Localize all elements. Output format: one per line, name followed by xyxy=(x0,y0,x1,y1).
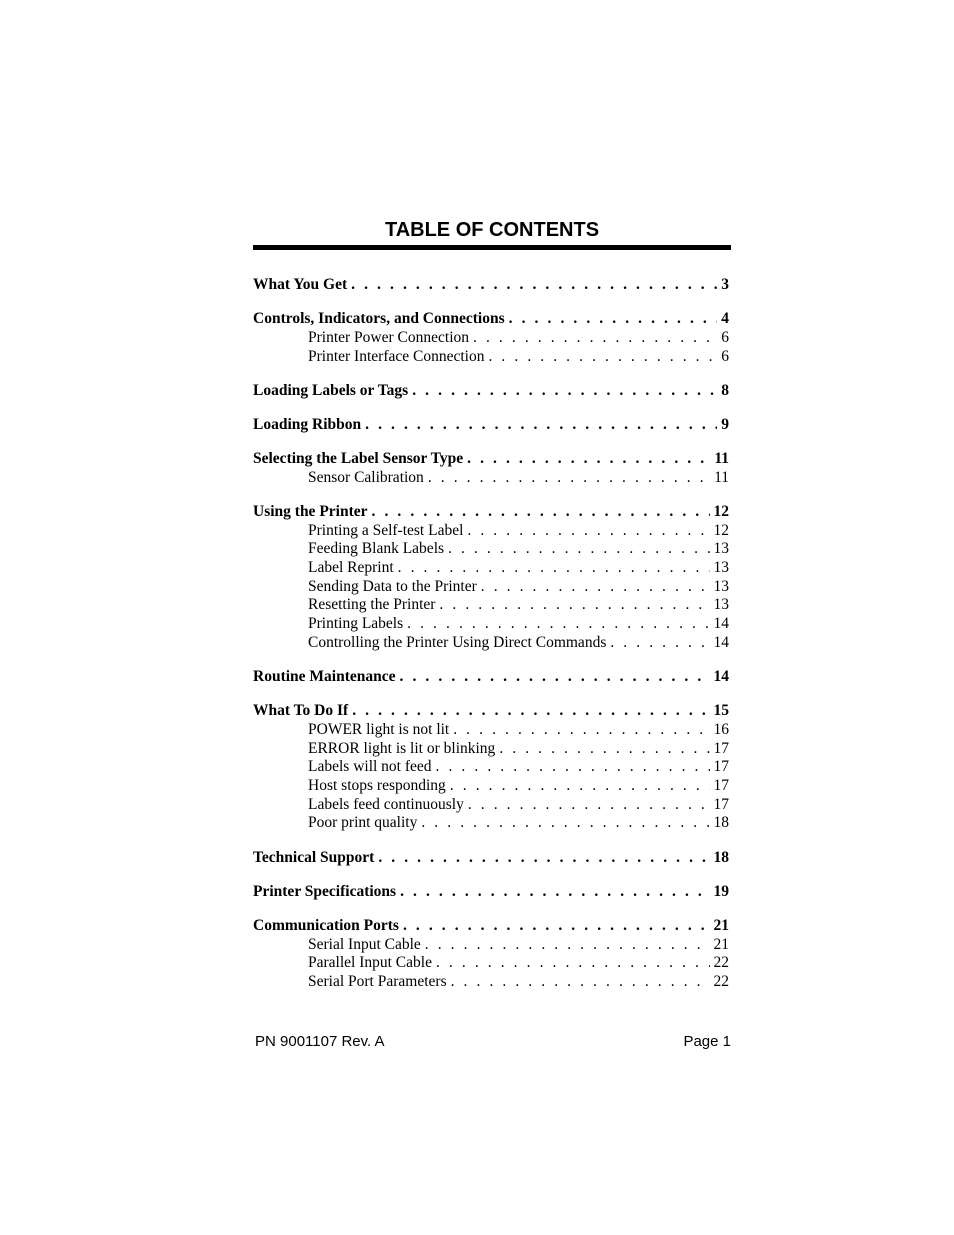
toc-main-entry[interactable] xyxy=(253,917,729,936)
toc-sub-entry[interactable] xyxy=(253,348,729,367)
toc-sub-entry[interactable] xyxy=(253,796,729,815)
toc-entry-page: 18 xyxy=(713,848,729,866)
dot-leader xyxy=(467,522,709,541)
toc-entry-page: 21 xyxy=(713,916,729,934)
dot-leader xyxy=(451,973,710,992)
toc-entry-page: 6 xyxy=(721,347,729,365)
toc-section xyxy=(253,276,729,295)
toc-main-entry[interactable] xyxy=(253,382,729,401)
toc-entry-label: Sensor Calibration xyxy=(308,468,424,486)
toc-sub-entry[interactable] xyxy=(253,469,729,488)
dot-leader xyxy=(509,310,718,329)
toc-main-entry[interactable] xyxy=(253,849,729,868)
dot-leader xyxy=(378,849,709,868)
toc-entry-page: 21 xyxy=(713,935,729,953)
toc-entry-page: 17 xyxy=(713,776,729,794)
toc-section xyxy=(253,917,729,992)
toc-sub-entry[interactable] xyxy=(253,578,729,597)
dot-leader xyxy=(365,416,717,435)
toc-entry-label: Label Reprint xyxy=(308,559,394,577)
toc-entry-page: 13 xyxy=(713,596,729,614)
toc-main-entry[interactable] xyxy=(253,883,729,902)
toc-main-entry[interactable] xyxy=(253,702,729,721)
toc-main-entry[interactable] xyxy=(253,503,729,522)
dot-leader xyxy=(372,503,710,522)
toc-entry-page: 18 xyxy=(713,814,729,832)
toc-sub-entry[interactable] xyxy=(253,973,729,992)
toc-entry-page: 14 xyxy=(713,633,729,651)
dot-leader xyxy=(439,596,709,615)
toc-entry-label: Printer Power Connection xyxy=(308,328,470,346)
toc-entry-label: Sending Data to the Printer xyxy=(308,577,477,595)
toc-sub-entry[interactable] xyxy=(253,615,729,634)
dot-leader xyxy=(610,634,709,653)
toc-entry-page: 22 xyxy=(713,972,729,990)
toc-entry-label: Host stops responding xyxy=(308,776,446,794)
toc-entry-label: Controlling the Printer Using Direct Commands xyxy=(308,633,607,651)
toc-entry-label: Serial Input Cable xyxy=(308,935,421,953)
toc-entry-page: 4 xyxy=(721,310,729,328)
toc-entry-label: What You Get xyxy=(253,276,348,293)
dot-leader xyxy=(398,559,710,578)
toc-entry-page: 17 xyxy=(713,758,729,776)
toc-entry-label: POWER light is not lit xyxy=(308,720,450,738)
toc-sub-entry[interactable] xyxy=(253,777,729,796)
toc-entry-label: Serial Port Parameters xyxy=(308,972,447,990)
toc-entry-page: 14 xyxy=(713,615,729,633)
toc-main-entry[interactable] xyxy=(253,276,729,295)
toc-entry-label: Labels will not feed xyxy=(308,758,432,776)
toc-sub-entry[interactable] xyxy=(253,721,729,740)
dot-leader xyxy=(421,814,709,833)
title-rule xyxy=(253,245,731,250)
toc-entry-label: Printer Interface Connection xyxy=(308,347,485,365)
toc-entry-page: 12 xyxy=(713,503,729,520)
toc-section xyxy=(253,883,729,902)
dot-leader xyxy=(453,721,709,740)
toc-entry-page: 6 xyxy=(721,328,729,346)
toc-main-entry[interactable] xyxy=(253,310,729,329)
dot-leader xyxy=(400,668,710,687)
toc-sub-entry[interactable] xyxy=(253,758,729,777)
toc-sub-entry[interactable] xyxy=(253,814,729,833)
toc-section xyxy=(253,668,729,687)
dot-leader xyxy=(351,276,717,295)
toc-entry-label: Printing Labels xyxy=(308,615,404,633)
toc-sub-entry[interactable] xyxy=(253,540,729,559)
toc-section xyxy=(253,503,729,653)
toc-entry-label: Routine Maintenance xyxy=(253,668,396,685)
toc-entry-label: Feeding Blank Labels xyxy=(308,540,445,558)
toc-entry-page: 15 xyxy=(713,702,729,720)
toc-main-entry[interactable] xyxy=(253,668,729,687)
dot-leader xyxy=(400,883,709,902)
toc-entry-page: 11 xyxy=(714,450,729,468)
toc-entry-page: 12 xyxy=(713,521,729,539)
dot-leader xyxy=(468,796,710,815)
toc-entry-page: 13 xyxy=(713,577,729,595)
toc-sub-entry[interactable] xyxy=(253,522,729,541)
toc-entry-label: Printing a Self-test Label xyxy=(308,521,464,539)
toc-entry-page: 3 xyxy=(721,276,729,293)
toc-section xyxy=(253,450,729,487)
toc-entry-label: What To Do If xyxy=(253,702,349,720)
toc-sub-entry[interactable] xyxy=(253,634,729,653)
toc-entry-label: Technical Support xyxy=(253,848,375,866)
dot-leader xyxy=(450,777,710,796)
toc-entry-label: Resetting the Printer xyxy=(308,596,436,614)
toc-entry-label: Poor print quality xyxy=(308,814,418,832)
toc-entry-page: 17 xyxy=(713,739,729,757)
toc-entry-label: Loading Ribbon xyxy=(253,415,362,433)
footer-part-number: PN 9001107 Rev. A xyxy=(255,1033,385,1050)
toc-entry-label: Loading Labels or Tags xyxy=(253,381,409,399)
toc-sub-entry[interactable] xyxy=(253,936,729,955)
toc-entry-label: Labels feed continuously xyxy=(308,795,464,813)
toc-section xyxy=(253,702,729,833)
dot-leader xyxy=(403,917,710,936)
toc-entry-label: Printer Specifications xyxy=(253,882,397,900)
toc-entry-page: 14 xyxy=(713,668,729,685)
dot-leader xyxy=(436,954,710,973)
toc-entry-page: 22 xyxy=(713,954,729,972)
page-title: TABLE OF CONTENTS xyxy=(384,219,600,241)
toc-sub-entry[interactable] xyxy=(253,954,729,973)
toc-entry-page: 19 xyxy=(713,882,729,900)
toc-entry-label: Using the Printer xyxy=(253,503,368,520)
footer-page-number: Page 1 xyxy=(683,1033,731,1050)
dot-leader xyxy=(481,578,710,597)
table-of-contents xyxy=(253,276,729,1007)
toc-entry-page: 13 xyxy=(713,540,729,558)
toc-sub-entry[interactable] xyxy=(253,740,729,759)
toc-entry-label: Parallel Input Cable xyxy=(308,954,432,972)
toc-entry-page: 16 xyxy=(713,720,729,738)
toc-section xyxy=(253,382,729,401)
toc-entry-label: Selecting the Label Sensor Type xyxy=(253,450,464,468)
dot-leader xyxy=(473,329,717,348)
toc-sub-entry[interactable] xyxy=(253,329,729,348)
dot-leader xyxy=(428,469,710,488)
dot-leader xyxy=(488,348,717,367)
toc-section xyxy=(253,416,729,435)
dot-leader xyxy=(407,615,709,634)
toc-section xyxy=(253,849,729,868)
toc-main-entry[interactable] xyxy=(253,416,729,435)
dot-leader xyxy=(425,936,710,955)
toc-entry-label: Communication Ports xyxy=(253,916,399,934)
toc-entry-label: Controls, Indicators, and Connections xyxy=(253,310,505,328)
dot-leader xyxy=(436,758,710,777)
toc-entry-label: ERROR light is lit or blinking xyxy=(308,739,496,757)
toc-entry-page: 9 xyxy=(721,415,729,433)
dot-leader xyxy=(448,540,709,559)
toc-entry-page: 11 xyxy=(714,468,729,486)
toc-sub-entry[interactable] xyxy=(253,596,729,615)
dot-leader xyxy=(412,382,717,401)
toc-sub-entry[interactable] xyxy=(253,559,729,578)
toc-entry-page: 17 xyxy=(713,795,729,813)
dot-leader xyxy=(352,702,709,721)
toc-main-entry[interactable] xyxy=(253,450,729,469)
toc-entry-page: 13 xyxy=(713,559,729,577)
toc-section xyxy=(253,310,729,366)
toc-entry-page: 8 xyxy=(721,381,729,399)
dot-leader xyxy=(499,740,709,759)
dot-leader xyxy=(467,450,710,469)
